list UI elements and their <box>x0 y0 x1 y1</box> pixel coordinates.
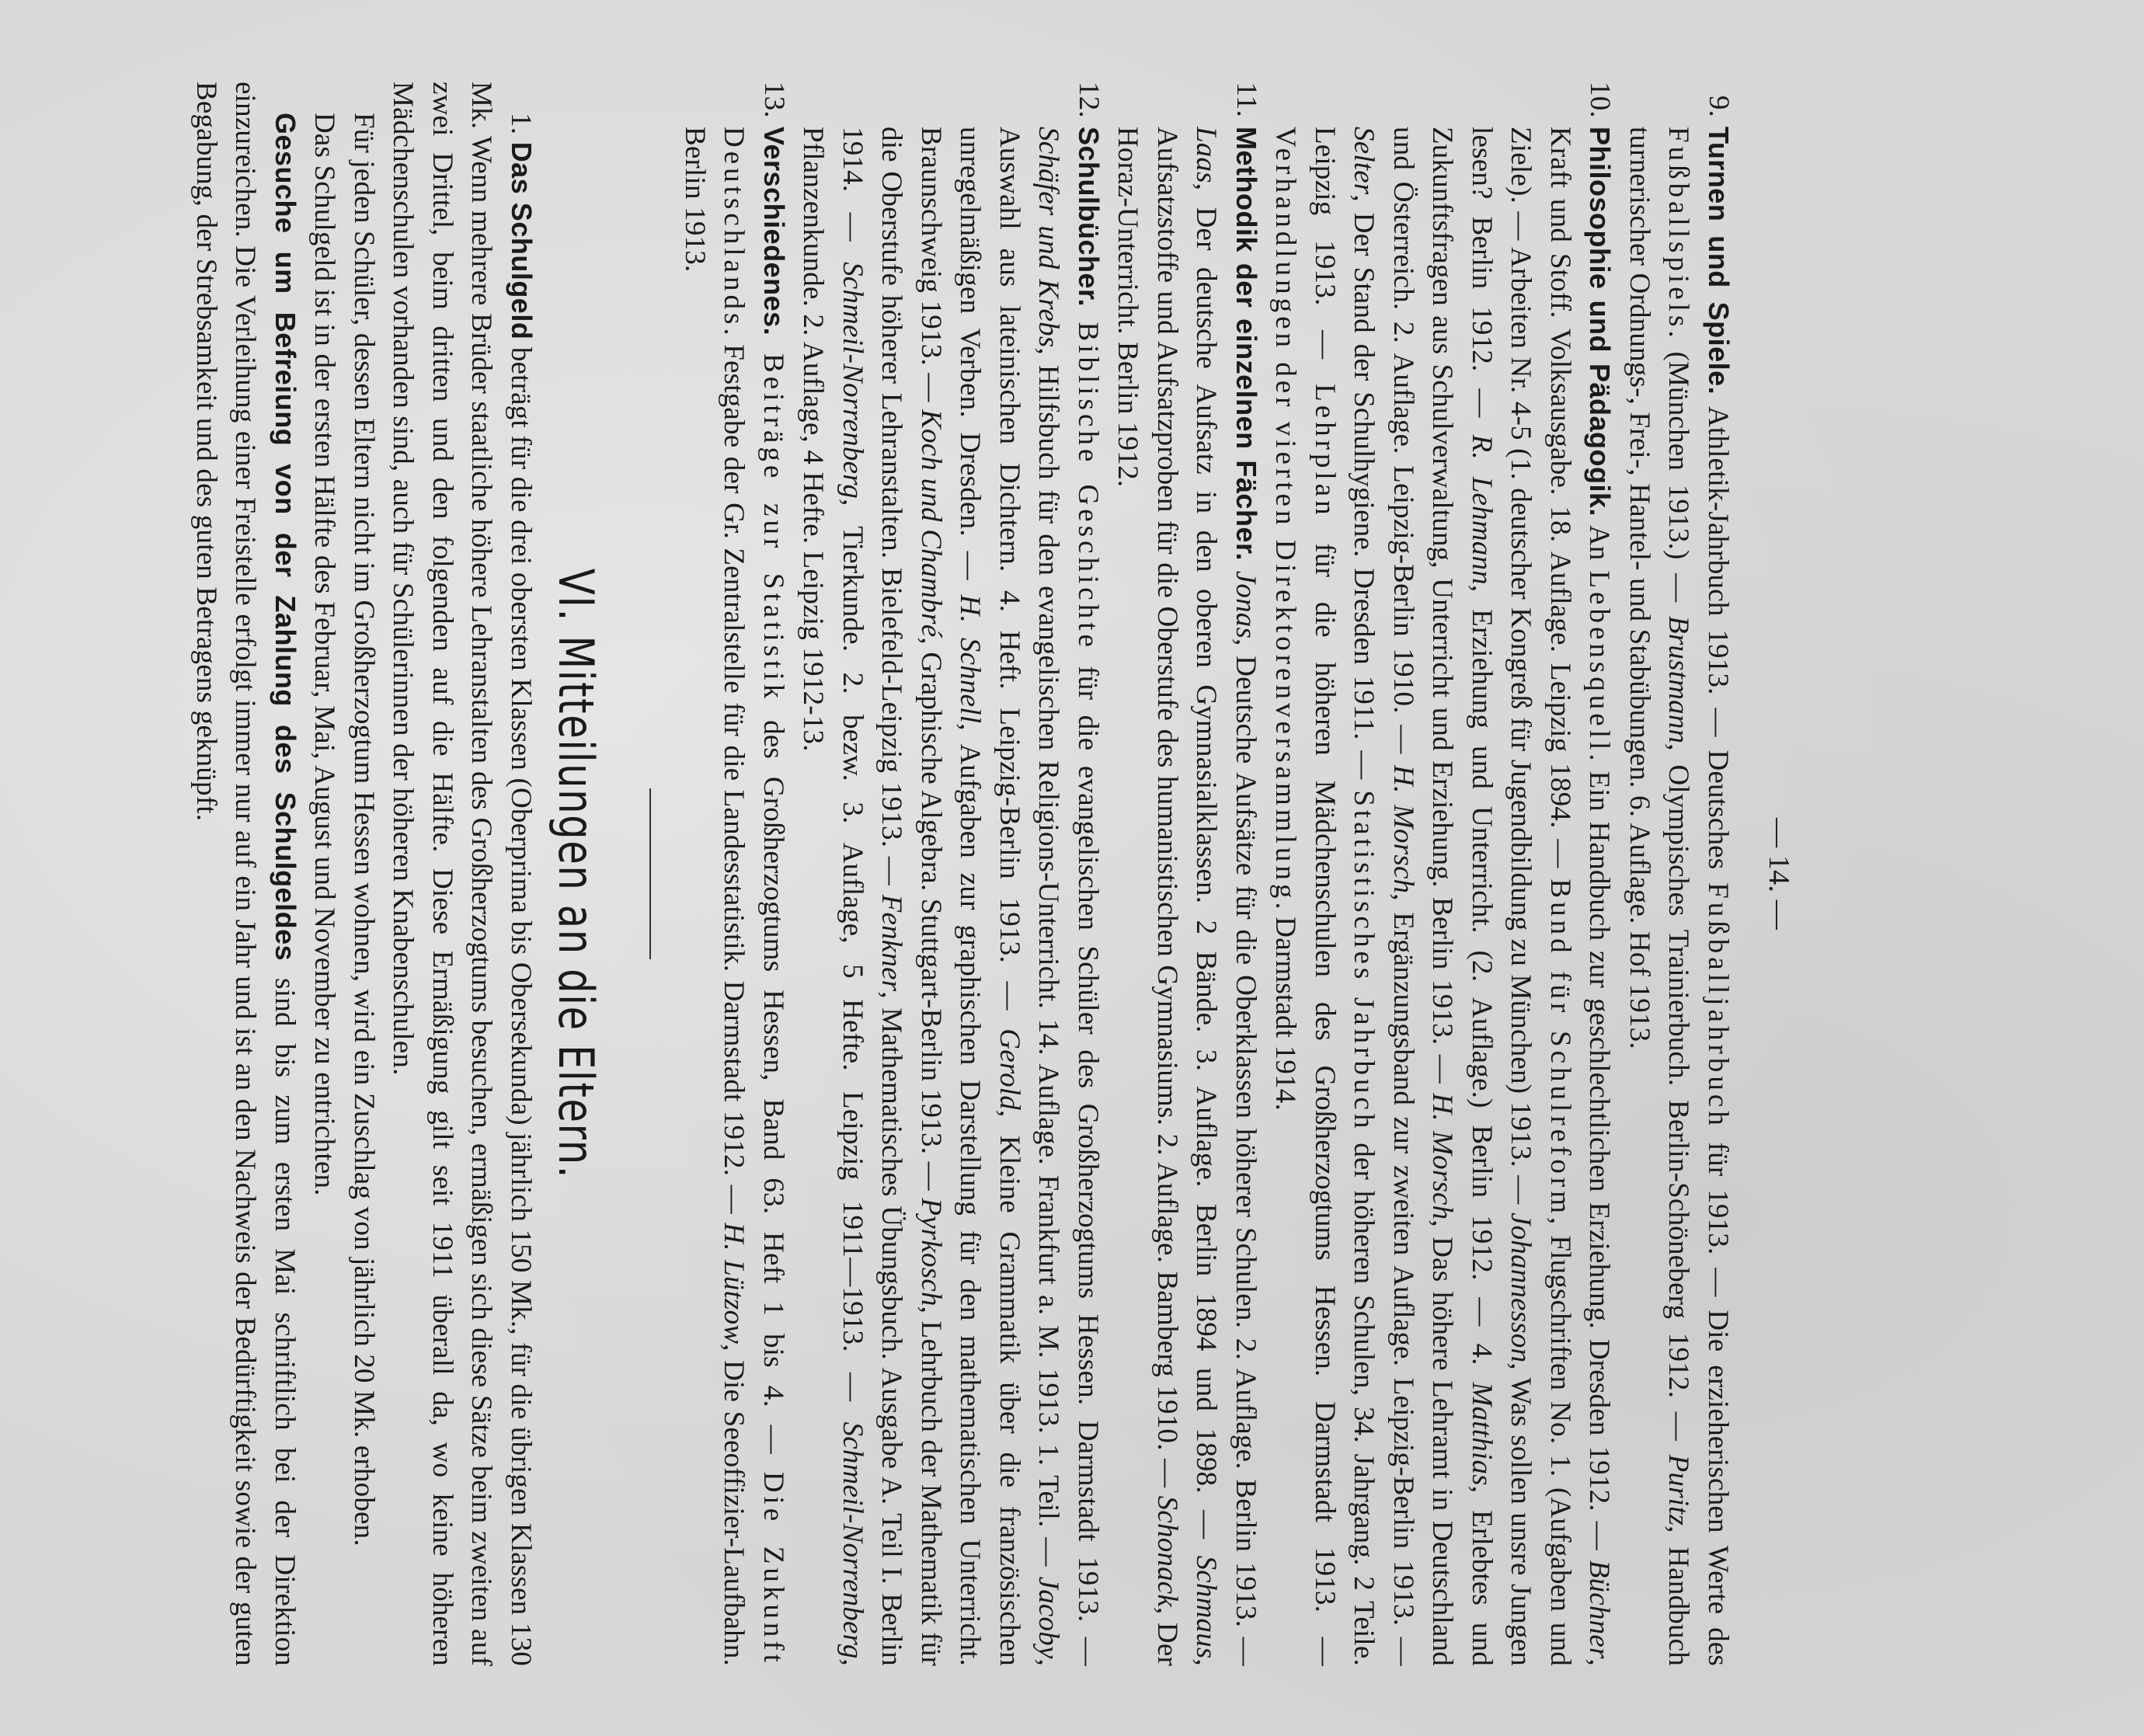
entry-text: , Erlebtes und Zukunftsfragen aus Schulverwaltung, Unterricht und Erziehung. Berlin 1913. — <box>1426 127 1498 1667</box>
entry-text: , Handbuch turnerischer Ordnungs-, Frei-, Hantel- und Stabübungen. 6. Auflage. Hof 1913. <box>1624 127 1695 1666</box>
entry-author: Schäfer und Krebs <box>1032 127 1065 348</box>
entry-author: Gerold <box>994 1028 1025 1110</box>
entry-text: , Deutsche Aufsätze für die Oberklassen höherer Schulen. 2. Auflage. Berlin 1913. — <box>1230 638 1262 1667</box>
entry-author: H. Morsch <box>1387 765 1419 894</box>
entry-spaced-title: Fußballjahrbuch <box>1702 882 1734 1129</box>
entry-author: Schmeil-Norrenberg <box>837 1421 868 1659</box>
entry-heading: Schulbücher. <box>1073 127 1105 308</box>
paragraph-befreiung <box>186 82 305 1666</box>
entry-text: , Das höhere Lehramt in Deutschland und Österreich. 2. Auflage. Leipzig-Berlin 1910. — <box>1387 127 1459 1666</box>
entry-text: Athletik-Jahrbuch 1913. — Deutsches <box>1702 395 1734 883</box>
entry-text: , Ergänzungsband zur zweiten Auflage. Leipzig-Berlin 1913. — <box>1387 893 1419 1666</box>
entry-text: , Aufgaben zur graphischen Darstellung für den mathematischen Unterricht. Braunschweig 1913. — <box>915 127 987 1666</box>
paragraph-heading: Das Schulgeld <box>506 141 538 340</box>
entry-author: R. Lehmann <box>1466 434 1498 585</box>
page-number: — 14. — <box>1763 818 1795 930</box>
paragraph-text: sind bis zum ersten Mai schriftlich bei der Direktion einzureichen. Die Verleihung einer Freistelle erfolgt immer nur auf ein Jahr und ist an den Nachweis der Bedürftigkeit sowie der guten Begabung, der Strebsamkeit und des guten Betragens geknüpft. <box>190 82 301 1666</box>
entry-author: H. Schnell <box>954 594 987 724</box>
entry-number: 9. <box>1703 95 1735 117</box>
entry-author: Selter <box>1348 127 1380 195</box>
entry-text: . (München 1913.) — <box>1662 330 1695 617</box>
entry-author: Jonas <box>1230 570 1262 639</box>
entry-author: Matthias <box>1466 1382 1498 1486</box>
entry-author: Koch und Chambré <box>915 409 947 638</box>
entry-text: , Aufsatzstoffe und Aufsatzproben für die Oberstufe des humanistischen Gymnasiums. 2. Auflage. Bamberg 1910. — <box>1151 127 1223 1666</box>
entry-text: , Hilfsbuch für den evangelischen Religions-Unterricht. 14. Auflage. Frankfurt a. M. 1913. 1. Teil. — <box>1032 347 1065 1577</box>
entry-author: Pyrkosch <box>915 1198 947 1306</box>
entry-heading: Philosophie und Pädagogik. <box>1584 127 1617 517</box>
list-item <box>1108 82 1265 1666</box>
entry-text: , Graphische Algebra. Stuttgart-Berlin 1913. — <box>915 637 947 1199</box>
entry-text: für die höheren Mädchenschulen des Großherzogtums Hessen. Darmstadt 1913. — <box>1309 518 1341 1666</box>
entry-text: , Kraft und Stoff. Volksausgabe. 18. Auflage. Leipzig 1894. — <box>1544 127 1616 1666</box>
entry-spaced-title: Lehrplan <box>1309 384 1341 519</box>
entry-author: Schmeil-Norrenberg <box>837 262 868 499</box>
entry-text: , Auswahl aus lateinischen Dichtern. 4. Heft. Leipzig-Berlin 1913. — <box>994 127 1065 1667</box>
list-item <box>1620 82 1739 1666</box>
entry-author: Schonack <box>1151 1495 1183 1608</box>
entry-author: H. Morsch <box>1426 1093 1459 1220</box>
entry-spaced-title: Fußballspiels <box>1662 127 1695 331</box>
paragraph-schulgeld <box>383 82 541 1666</box>
entry-text: An <box>1583 517 1616 571</box>
list-item <box>793 82 1108 1666</box>
entry-author: Schmaus <box>1190 1555 1223 1659</box>
entry-author: H. Lützow <box>718 1223 750 1345</box>
entry-number: 13. <box>758 82 790 118</box>
entry-text: , Erziehung und Unterricht. (2. Auflage.) Berlin 1912. — 4. <box>1466 584 1498 1383</box>
entry-number: 12. <box>1073 82 1105 118</box>
entry-text: , Lehrbuch der Mathematik für die Oberstufe höherer Lehranstalten. Bielefeld-Leipzig 1913. — <box>875 127 947 1666</box>
entry-text: , Was sollen unsre Jungen lesen? Berlin 1912. — <box>1466 127 1537 1667</box>
entry-text: . Ein Handbuch zur geschlechtlichen Erziehung. Dresden 1912. — <box>1583 753 1616 1560</box>
entry-author: Laas <box>1190 127 1223 183</box>
rotated-book-page <box>105 82 1798 1666</box>
paragraph-text: beträgt für die drei obersten Klassen (Oberprima bis Obersekunda) jährlich 150 Mk., für die übrigen Klassen 130 Mk. Wenn mehrere Brüder staatliche höhere Lehranstalten des Großherzogtums besuchen, ermäßigen sich diese Sätze beim zweiten auf zwei Drittel, beim dritten und den folgenden auf die Hälfte. Diese Ermäßigung gilt seit 1911 überall da, wo keine höheren Mädchenschulen vorhanden sind, auch für Schülerinnen der höheren Knabenschulen. <box>387 82 537 1666</box>
section-title: VI. Mitteilungen an die Eltern. <box>548 568 605 1180</box>
entry-spaced-title: Verhandlungen der vierten Direktorenversammlung <box>1269 127 1302 903</box>
entry-body <box>675 127 794 1666</box>
entry-heading: Verschiedenes. <box>758 127 790 336</box>
entry-author: Brustmann <box>1662 616 1695 744</box>
entry-text: , Der Horaz-Unterricht. Berlin 1912. <box>1112 127 1183 1667</box>
paragraph-termine: Das Schulgeld ist in der ersten Hälfte des Februar, Mai, August und November zu entrichten. <box>308 113 341 1196</box>
entry-body <box>1108 127 1265 1666</box>
entry-text: , Tierkunde. 2. bezw. 3. Auflage, 5 Hefte. Leipzig 1911—1913. — <box>837 499 868 1422</box>
list-item <box>675 82 794 1666</box>
entry-spaced-title: Bund für Schulreform <box>1544 878 1576 1217</box>
entry-body <box>1265 127 1620 1666</box>
paragraph-heading: Gesuche um Befreiung von der Zahlung des Schulgeldes <box>270 113 301 962</box>
entry-spaced-title: Statistisches Jahrbuch <box>1348 790 1380 1132</box>
entry-text: , Mathematisches Übungsbuch. Ausgabe A. Teil I. Berlin 1914. — <box>837 127 908 1666</box>
entry-heading: Methodik der einzelnen Fächer. <box>1230 127 1262 561</box>
paragraph-zuschlag: Für jeden Schüler, dessen Eltern nicht im Großherzogtum Hessen wohnen, wird ein Zuschlag von jährlich 20 Mk. erhoben. <box>348 113 380 1546</box>
entry-text: , Der deutsche Aufsatz in den oberen Gymnasialklassen. 2 Bände. 3. Auflage. Berlin 1894 und 1898. — <box>1190 183 1223 1556</box>
entry-text: , Pflanzenkunde. 2. Auflage, 4 Hefte. Leipzig 1912-13. <box>797 127 868 1666</box>
section-divider <box>650 788 652 959</box>
entry-author: Jacoby <box>1032 1576 1065 1659</box>
entry-text: des Großherzogtums Hessen, Band 63. Heft 1 bis 4. — <box>757 702 789 1472</box>
entry-body <box>1620 127 1739 1666</box>
entry-text: der höheren Schulen, 34. Jahrgang. 2 Teile. Leipzig 1913. — <box>1309 127 1380 1666</box>
entry-spaced-title: Die Zukunft Deutschlands <box>718 127 789 1666</box>
entry-number: 10. <box>1584 82 1617 118</box>
entry-text: , Olympisches Trainierbuch. Berlin-Schöneberg 1912. — <box>1662 743 1695 1455</box>
entry-text: , Kleine Grammatik über die französischen unregelmäßigen Verben. Dresden. — <box>954 127 1025 1667</box>
entry-text: für die evangelischen Schüler des Großherzogtums Hessen. Darmstadt 1913. — <box>1072 650 1104 1666</box>
entry-text: für 1913. — Die erzieherischen Werte des <box>1702 1129 1734 1666</box>
list-item <box>1265 82 1620 1666</box>
entry-body <box>793 127 1108 1666</box>
paragraph-number: 1. <box>505 113 537 135</box>
entry-text: , Flugschriften No. 1. (Aufgaben und Ziele). — Arbeiten Nr. 4-5 (1. deutscher Kongreß für Jugendbildung zu München) 1913. — <box>1505 127 1576 1667</box>
entry-text: , Die Seeoffizier-Laufbahn. Berlin 1913. <box>679 127 750 1666</box>
entry-text: , Der Stand der Schulhygiene. Dresden 1911. — <box>1348 194 1380 791</box>
entry-text: . Darmstadt 1914. <box>1269 902 1302 1111</box>
entry-spaced-title: Lebensquell <box>1583 570 1616 754</box>
entry-author: Puritz <box>1662 1454 1695 1526</box>
entry-text: . Festgabe der Gr. Zentralstelle für die Landesstatistik. Darmstadt 1912. — <box>718 328 750 1223</box>
entry-spaced-title: Beiträge zur Statistik <box>757 353 789 703</box>
entry-author: Johannesson <box>1505 1212 1537 1363</box>
entry-heading: Turnen und Spiele. <box>1703 127 1735 395</box>
entry-spaced-title: Biblische Geschichte <box>1072 322 1104 651</box>
entry-number: 11. <box>1230 82 1262 117</box>
entry-author: Fenkner <box>875 894 908 992</box>
entry-author: Büchner <box>1583 1560 1616 1659</box>
